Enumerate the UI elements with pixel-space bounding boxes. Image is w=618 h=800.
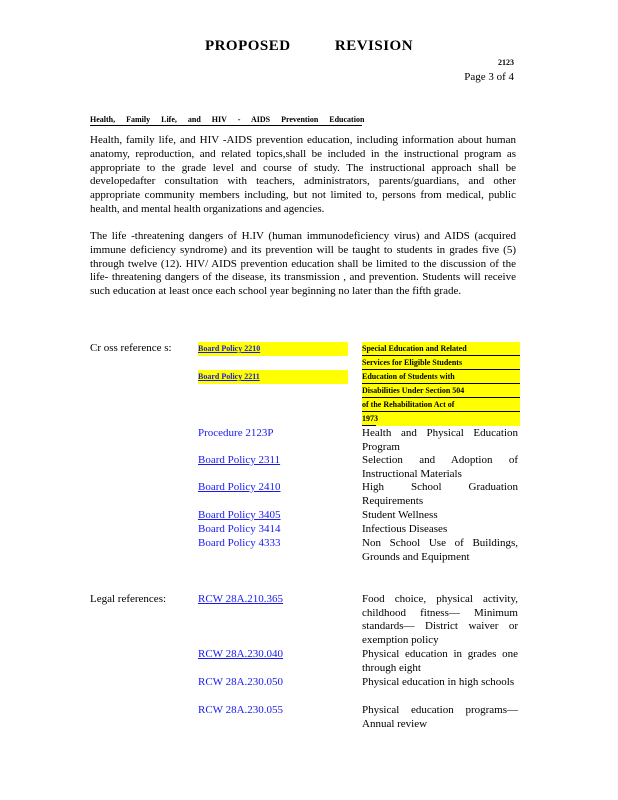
cross-ref-policy-2311[interactable]: Board Policy 2311 bbox=[198, 454, 281, 466]
highlight-line: Services for Eligible Students bbox=[362, 356, 520, 370]
legal-ref-rcw-28a-230-050[interactable]: RCW 28A.230.050 bbox=[198, 676, 284, 688]
legal-ref-rcw-28a-230-055[interactable]: RCW 28A.230.055 bbox=[198, 704, 284, 716]
legal-references-label: Legal references: bbox=[90, 593, 167, 605]
highlight-line: Disabilities Under Section 504 bbox=[362, 384, 520, 398]
legal-ref-description: Physical education in grades one through eight bbox=[362, 648, 518, 674]
paragraph-1: Health, family life, and HIV -AIDS prevention education, including information about human anatomy, reproduction, and related topics,shall be included in the instructional program as appropriate to the grade level and course of study. The instructional approach shall be developedafter consultation with teachers, administrators, parents/guardians, and other appropriate community members including, but not limited to, persons from medical, public health, and mental health organizations and agencies. bbox=[90, 134, 516, 215]
legal-ref-rcw-28a-230-040[interactable]: RCW 28A.230.040 bbox=[198, 648, 284, 660]
highlighted-policy-2210[interactable]: Board Policy 2210 bbox=[198, 342, 348, 356]
highlight-line: Education of Students with bbox=[362, 370, 520, 384]
cross-ref-description: Infectious Diseases bbox=[362, 523, 448, 535]
title-word-1: PROPOSED bbox=[204, 38, 291, 54]
paragraph-2: The life -threatening dangers of H.IV (human immunodeficiency virus) and AIDS (acquired immune deficiency syndrome) and its prevention will be taught to students in grades five (5) through twelve (12). HIV/ AIDS prevention education shall be limited to the discussion of the life- threatening dangers of the disease, its transmission , and prevention. Students will receive such education at least once each school year beginning no later than the fifth grade. bbox=[90, 230, 516, 298]
section-heading: Health, Family Life, and HIV - AIDS Prevention Education bbox=[90, 115, 365, 124]
title-word-2: REVISION bbox=[334, 38, 414, 54]
cross-ref-description: Non School Use of Buildings, Grounds and Equipment bbox=[362, 537, 518, 563]
page-number: Page 3 of 4 bbox=[464, 71, 514, 83]
cross-ref-description: Student Wellness bbox=[362, 509, 438, 521]
highlighted-description bbox=[362, 342, 520, 426]
cross-ref-policy-3405[interactable]: Board Policy 3405 bbox=[198, 509, 281, 521]
highlighted-policy-2211[interactable]: Board Policy 2211 bbox=[198, 370, 348, 384]
document-number: 2123 bbox=[498, 58, 514, 67]
highlight-line: Special Education and Related bbox=[362, 342, 520, 356]
legal-ref-rcw-28a-210-365[interactable]: RCW 28A.210.365 bbox=[198, 593, 284, 605]
legal-ref-description: Physical education programs— Annual review bbox=[362, 704, 518, 730]
page-title bbox=[0, 38, 618, 55]
cross-ref-policy-2410[interactable]: Board Policy 2410 bbox=[198, 481, 281, 493]
cross-ref-description: High School Graduation Requirements bbox=[362, 481, 518, 507]
cross-ref-procedure-2123p[interactable]: Procedure 2123P bbox=[198, 427, 274, 439]
cross-ref-policy-3414[interactable]: Board Policy 3414 bbox=[198, 523, 281, 535]
legal-ref-description: Physical education in high schools bbox=[362, 676, 515, 688]
cross-ref-description: Selection and Adoption of Instructional Materials bbox=[362, 454, 518, 480]
legal-ref-description: Food choice, physical activity, childhood fitness— Minimum standards— District waiver or exemption policy bbox=[362, 593, 518, 646]
cross-references-label: Cr oss reference s: bbox=[90, 342, 172, 354]
highlight-line: 1973 bbox=[362, 412, 376, 426]
highlight-line: of the Rehabilitation Act of bbox=[362, 398, 520, 412]
cross-ref-policy-4333[interactable]: Board Policy 4333 bbox=[198, 537, 281, 549]
cross-ref-description: Health and Physical Education Program bbox=[362, 427, 518, 453]
